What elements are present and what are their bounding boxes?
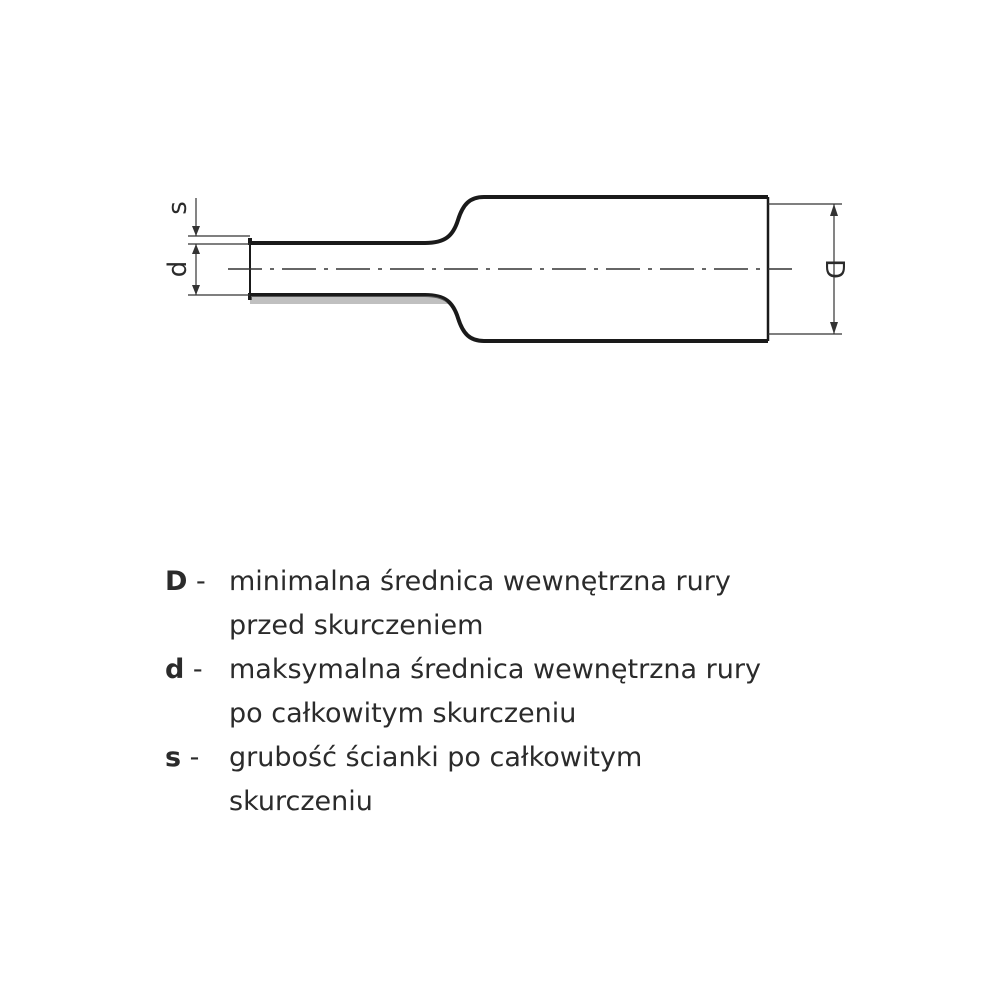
s-arrow	[192, 226, 200, 236]
tube-upper-outline	[250, 197, 768, 243]
legend	[165, 560, 885, 824]
d-arrow-top	[192, 244, 200, 254]
D-arrow-bottom	[830, 322, 838, 334]
label-D: D	[819, 258, 849, 280]
legend-symbol: d	[165, 654, 185, 685]
legend-key	[165, 736, 229, 780]
legend-line: skurczeniu	[229, 786, 373, 817]
legend-separator: -	[196, 566, 206, 597]
legend-line: po całkowitym skurczeniu	[229, 698, 577, 729]
legend-line: grubość ścianki po całkowitym	[229, 742, 643, 773]
label-s: s	[163, 201, 193, 215]
legend-symbol: s	[165, 742, 182, 773]
heat-shrink-tube-diagram	[0, 0, 1000, 420]
legend-key	[165, 648, 229, 692]
D-arrow-top	[830, 204, 838, 216]
legend-line: przed skurczeniem	[229, 610, 484, 641]
d-arrow-bottom	[192, 285, 200, 295]
legend-line: maksymalna średnica wewnętrzna rury	[229, 654, 761, 685]
legend-item-s	[165, 736, 885, 824]
legend-description	[229, 648, 885, 736]
label-d: d	[163, 260, 193, 278]
legend-separator: -	[192, 654, 203, 685]
legend-key	[165, 560, 229, 604]
tube-wall-shade	[250, 296, 448, 304]
legend-description	[229, 736, 885, 824]
legend-item-D	[165, 560, 885, 648]
legend-separator: -	[189, 742, 200, 773]
legend-symbol: D	[165, 566, 188, 597]
legend-line: minimalna średnica wewnętrzna rury	[229, 566, 731, 597]
legend-description	[229, 560, 885, 648]
legend-item-d	[165, 648, 885, 736]
